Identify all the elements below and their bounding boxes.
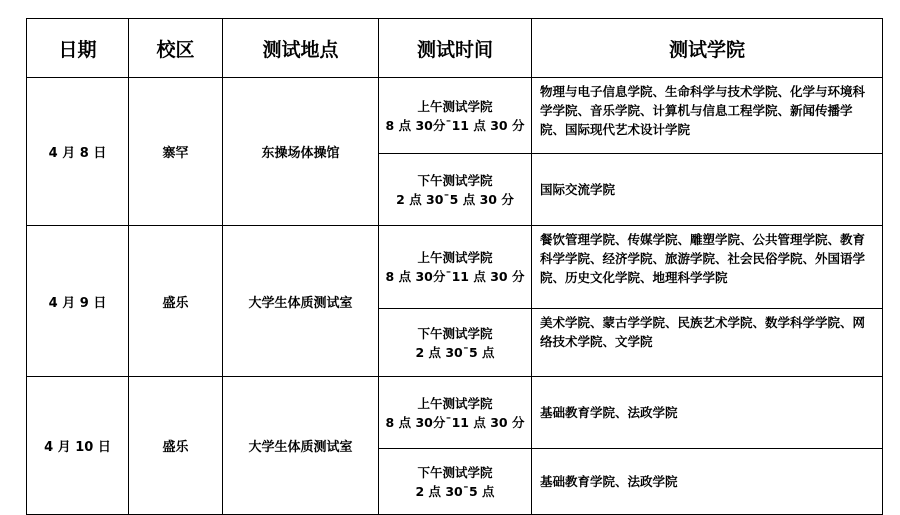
campus-cell: 盛乐 — [129, 226, 223, 377]
location-cell: 大学生体质测试室 — [223, 226, 379, 377]
session-title: 上午测试学院 — [417, 250, 493, 265]
schools-cell: 国际交流学院 — [532, 154, 883, 226]
session-time: 2 点 30¯5 点 — [415, 344, 495, 360]
date-cell: 4 月 9 日 — [27, 226, 129, 377]
time-cell — [379, 309, 532, 377]
time-cell — [379, 154, 532, 226]
header-date: 日期 — [27, 19, 129, 78]
location-cell: 大学生体质测试室 — [223, 377, 379, 515]
table-row — [27, 377, 883, 449]
session-time: 2 点 30¯5 点 — [415, 483, 495, 499]
location-cell: 东操场体操馆 — [223, 78, 379, 226]
header-row — [27, 19, 883, 78]
session-title: 下午测试学院 — [417, 325, 493, 341]
time-cell — [379, 226, 532, 309]
date-cell: 4 月 10 日 — [27, 377, 129, 515]
session-time: 8 点 30分¯11 点 30 分 — [385, 117, 525, 133]
header-time: 测试时间 — [379, 19, 532, 78]
campus-cell: 盛乐 — [129, 377, 223, 515]
table-row — [27, 78, 883, 154]
table-row — [27, 226, 883, 309]
session-title: 上午测试学院 — [417, 98, 493, 114]
campus-cell: 寨罕 — [129, 78, 223, 226]
time-cell — [379, 449, 532, 515]
session-time: 8 点 30分¯11 点 30 分 — [385, 414, 525, 430]
session-title: 下午测试学院 — [417, 464, 493, 480]
session-time: 8 点 30分¯11 点 30 分 — [385, 269, 525, 284]
header-schools: 测试学院 — [532, 19, 883, 78]
session-title: 下午测试学院 — [417, 172, 493, 188]
header-location: 测试地点 — [223, 19, 379, 78]
schools-cell: 物理与电子信息学院、生命科学与技术学院、化学与环境科学学院、音乐学院、计算机与信息工程学院、新闻传播学院、国际现代艺术设计学院 — [532, 78, 883, 154]
schedule-table — [26, 18, 883, 515]
schools-cell: 餐饮管理学院、传媒学院、雕塑学院、公共管理学院、教育科学学院、经济学院、旅游学院、社会民俗学院、外国语学院、历史文化学院、地理科学学院 — [532, 226, 883, 309]
schools-cell: 美术学院、蒙古学学院、民族艺术学院、数学科学学院、网络技术学院、文学院 — [532, 309, 883, 377]
time-cell — [379, 78, 532, 154]
session-title: 上午测试学院 — [417, 395, 493, 411]
header-campus: 校区 — [129, 19, 223, 78]
schools-cell: 基础教育学院、法政学院 — [532, 449, 883, 515]
time-cell — [379, 377, 532, 449]
date-cell: 4 月 8 日 — [27, 78, 129, 226]
schools-cell: 基础教育学院、法政学院 — [532, 377, 883, 449]
session-time: 2 点 30¯5 点 30 分 — [396, 191, 514, 207]
